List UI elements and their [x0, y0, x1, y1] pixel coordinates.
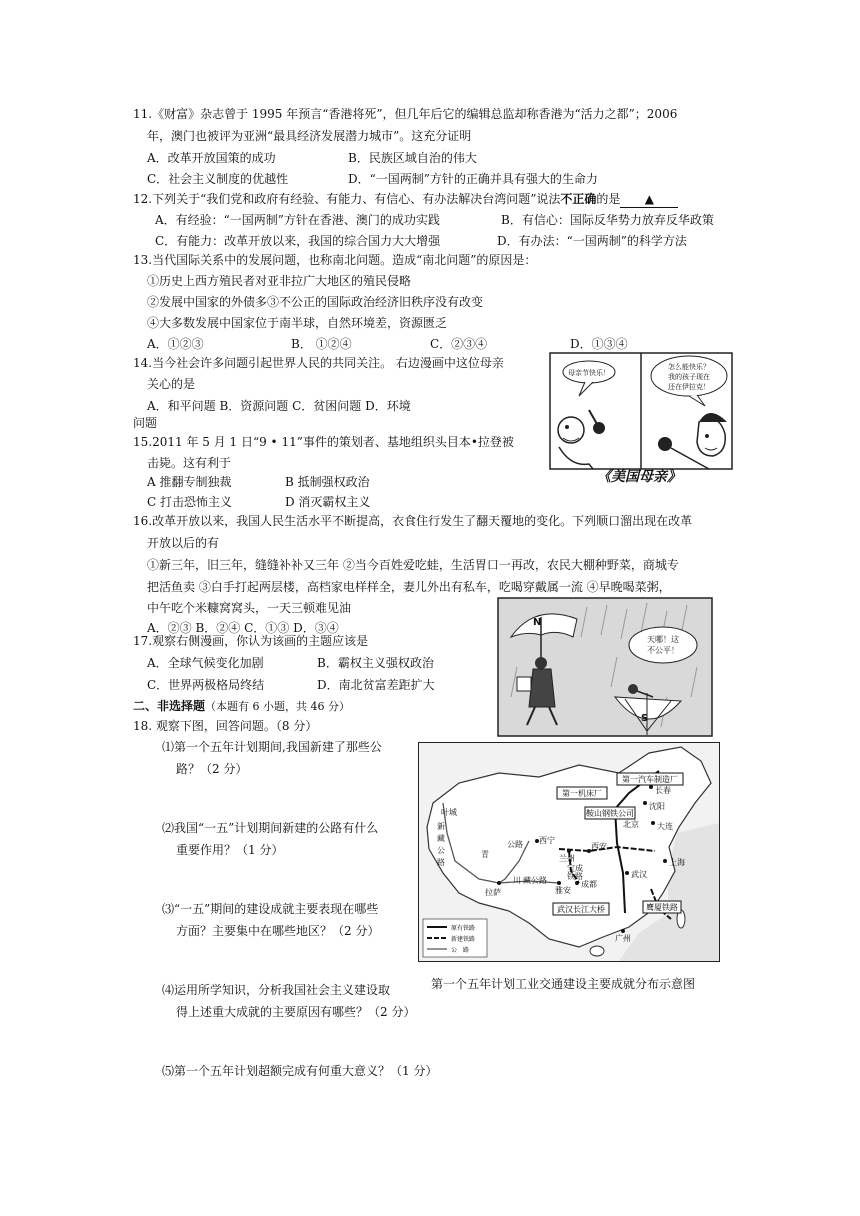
map-legend-1: 新建铁路	[451, 936, 476, 943]
cartoon2-speech-1: 天哪！这	[647, 635, 679, 644]
map-xian: 西安	[591, 842, 607, 851]
q18-stem: 18. 观察下图，回答问题。（8 分）	[133, 719, 318, 733]
map-wuhan: 武汉	[631, 870, 647, 879]
map-yingxia-railway: 鹰厦铁路	[646, 903, 678, 912]
map-gong: 公	[437, 846, 445, 855]
q11-option-b: B．民族区域自治的伟大	[348, 151, 477, 165]
map-caption: 第一个五年计划工业交通建设主要成就分布示意图	[431, 977, 696, 991]
q11-option-c: C．社会主义制度的优越性	[147, 172, 289, 186]
q12-option-d: D．有办法：“一国两制”的科学方法	[497, 234, 687, 248]
map-shenyang: 沈阳	[649, 802, 665, 811]
q13-item-1: ①历史上西方殖民者对亚非拉广大地区的殖民侵略	[147, 274, 412, 288]
q18-part1-line1: ⑴第一个五年计划期间,我国新建了那些公	[162, 740, 382, 754]
cartoon-american-mother	[549, 352, 733, 488]
q13-option-d: D．①③④	[570, 337, 628, 351]
q12-option-b: B．有信心：国际反华势力放弃反华政策	[501, 213, 714, 227]
cartoon-north-south-drawing	[497, 597, 713, 737]
q11-option-a: A．改革开放国策的成功	[147, 151, 276, 165]
section2-title: 二、非选择题	[133, 699, 206, 713]
q16-rhymes-line1: ①新三年，旧三年，缝缝补补又三年 ②当今百姓爱吃蛙，生活胃口一再改，农民大棚种野菜，商城专	[147, 558, 679, 572]
q16-stem-line2: 开放以后的有	[147, 536, 220, 550]
q13-option-c: C．②③④	[430, 337, 488, 351]
map-legend-2: 公 路	[451, 947, 470, 954]
q13-option-a: A．①②③	[147, 337, 204, 351]
q18-part3-line1: ⑶“一五”期间的建设成就主要表现在哪些	[162, 902, 379, 916]
q11-stem-line2: 年，澳门也被评为亚洲“最具经济发展潜力城市”。这充分证明	[147, 129, 472, 143]
q13-item-2: ②发展中国家的外债多③不公正的国际政治经济旧秩序没有改变	[147, 295, 484, 309]
cartoon-north-south	[497, 597, 713, 737]
q12-option-a: A．有经验：“一国两制”方针在香港、澳门的成功实践	[155, 213, 440, 227]
q18-part4-line2: 得上述重大成就的主要原因有哪些？（2 分）	[176, 1005, 416, 1019]
map-anshan-steel: 鞍山钢铁公司	[586, 809, 634, 818]
q17-option-d: D．南北贫富差距扩大	[317, 678, 435, 692]
q14-options-wrap: 问题	[133, 416, 158, 430]
q13-option-b: B． ①②④	[291, 337, 352, 351]
map-lanzhou: 兰州	[559, 854, 575, 863]
q15-option-a: A 推翻专制独裁	[147, 475, 232, 489]
map-wuhan-bridge: 武汉长江大桥	[557, 905, 605, 914]
map-car-factory: 第一汽车制造厂	[622, 775, 678, 784]
map-xining: 西宁	[539, 836, 555, 845]
map-tielu: 铁路	[567, 872, 583, 881]
q17-option-a: A．全球气候变化加剧	[147, 656, 264, 670]
q18-part2-line1: ⑵我国“一五”计划期间新建的公路有什么	[162, 821, 379, 835]
q17-stem: 17.观察右侧漫画，你认为该画的主题应该是	[133, 634, 369, 648]
cartoon2-south-label: S	[641, 713, 649, 724]
map-legend-0: 原有铁路	[451, 925, 476, 932]
q13-item-3: ④大多数发展中国家位于南半球，自然环境差，资源匮乏	[147, 316, 448, 330]
q18-part2-line2: 重要作用？（1 分）	[176, 843, 284, 857]
map-yaan: 雅安	[555, 886, 571, 895]
q12-option-c: C．有能力：改革开放以来，我国的综合国力大大增强	[155, 234, 441, 248]
map-beijing: 北京	[623, 820, 639, 829]
q16-options: A．②③ B．②④ C．①③ D．③④	[147, 621, 339, 635]
q12-stem-pre: 12.下列关于“我们党和政府有经验、有能力、有信心、有办法解决台湾问题”说法	[133, 192, 561, 206]
q12-blank-mark: ▲	[644, 192, 654, 206]
q14-stem-line1: 14.当今社会许多问题引起世界人民的共同关注。 右边漫画中这位母亲	[133, 356, 504, 370]
map-dalian: 大连	[657, 822, 673, 831]
q17-option-c: C．世界两极格局终结	[147, 678, 265, 692]
q14-options: A．和平问题 B．资源问题 C．贫困问题 D．环境	[147, 399, 411, 413]
cartoon2-speech-2: 不公平！	[647, 646, 679, 655]
map-xin: 新	[437, 822, 445, 831]
map-machine-factory: 第一机床厂	[562, 789, 602, 798]
q13-stem: 13.当代国际关系中的发展问题，也称南北问题。造成“南北问题”的原因是：	[133, 253, 537, 267]
map-qing: 青	[481, 850, 489, 859]
china-map-drawing	[419, 743, 719, 961]
q15-stem-line2: 击毙。这有利于	[147, 456, 232, 470]
map-shanghai: 上海	[669, 858, 685, 867]
first-five-year-plan-map	[418, 742, 720, 962]
q11-option-d: D．“一国两制”方针的正确并具有强大的生命力	[348, 172, 598, 186]
map-yecheng: 叶城	[441, 808, 457, 817]
map-lhasa: 拉萨	[485, 888, 501, 897]
q12-stem	[133, 191, 678, 208]
map-changchun: 长春	[655, 786, 671, 795]
q18-part5: ⑸第一个五年计划超额完成有何重大意义？（1 分）	[162, 1064, 438, 1078]
q15-option-c: C 打击恐怖主义	[147, 495, 232, 509]
q18-part3-line2: 方面？主要集中在哪些地区？（2 分）	[176, 924, 380, 938]
q12-answer-blank	[620, 191, 678, 208]
map-chengdu: 成都	[581, 880, 597, 889]
q18-part4-line1: ⑷运用所学知识，分析我国社会主义建设取	[162, 983, 391, 997]
section2-note: （本题有 6 小题，共 46 分）	[205, 700, 350, 713]
cartoon1-bubble-right-3: 还在伊拉克！	[668, 383, 710, 391]
q11-stem-line1: 11.《财富》杂志曾于 1995 年预言“香港将死”，但几年后它的编辑总监却称香港为“活力之都”；2006	[133, 107, 678, 121]
map-zang-gong: 藏公路	[523, 876, 547, 885]
q18-part1-line2: 路？（2 分）	[176, 762, 248, 776]
q16-rhymes-line2: 把活鱼卖 ③白手打起两层楼，高档家电样样全，妻儿外出有私车，吃喝穿戴属一流 ④早晚喝菜粥，	[147, 580, 671, 594]
map-guangzhou: 广州	[615, 934, 631, 943]
cartoon1-bubble-left: 母亲节快乐！	[568, 369, 610, 377]
q15-option-b: B 抵制强权政治	[285, 475, 370, 489]
cartoon2-north-label: N	[533, 617, 542, 628]
map-zang: 藏	[437, 834, 445, 843]
q16-stem-line1: 16.改革开放以来，我国人民生活水平不断提高，衣食住行发生了翻天覆地的变化。下列顺口溜出现在改革	[133, 514, 693, 528]
map-lu: 路	[437, 858, 445, 867]
section2-heading	[133, 698, 350, 715]
q12-stem-post: 的是	[596, 192, 621, 206]
q15-stem-line1: 15.2011 年 5 月 1 日“9 • 11”事件的策划者、基地组织头目本•拉登被	[133, 435, 514, 449]
map-qing-gong: 公路	[507, 840, 523, 849]
cartoon1-bubble-right-1: 怎么能快乐？	[668, 363, 710, 371]
q15-option-d: D 消灭霸权主义	[285, 495, 371, 509]
q16-rhymes-line3: 中午吃个米糠窝窝头，一天三顿难见油	[147, 601, 352, 615]
cartoon1-caption: 《美国母亲》	[597, 469, 681, 485]
map-baocheng: 宝成	[567, 864, 583, 873]
q12-stem-bold: 不正确	[560, 192, 597, 206]
q14-stem-line2: 关心的是	[147, 377, 196, 391]
q17-option-b: B．霸权主义强权政治	[317, 656, 434, 670]
map-chuan: 川	[513, 876, 521, 885]
cartoon1-bubble-right-2: 我的孩子现在	[668, 373, 710, 381]
